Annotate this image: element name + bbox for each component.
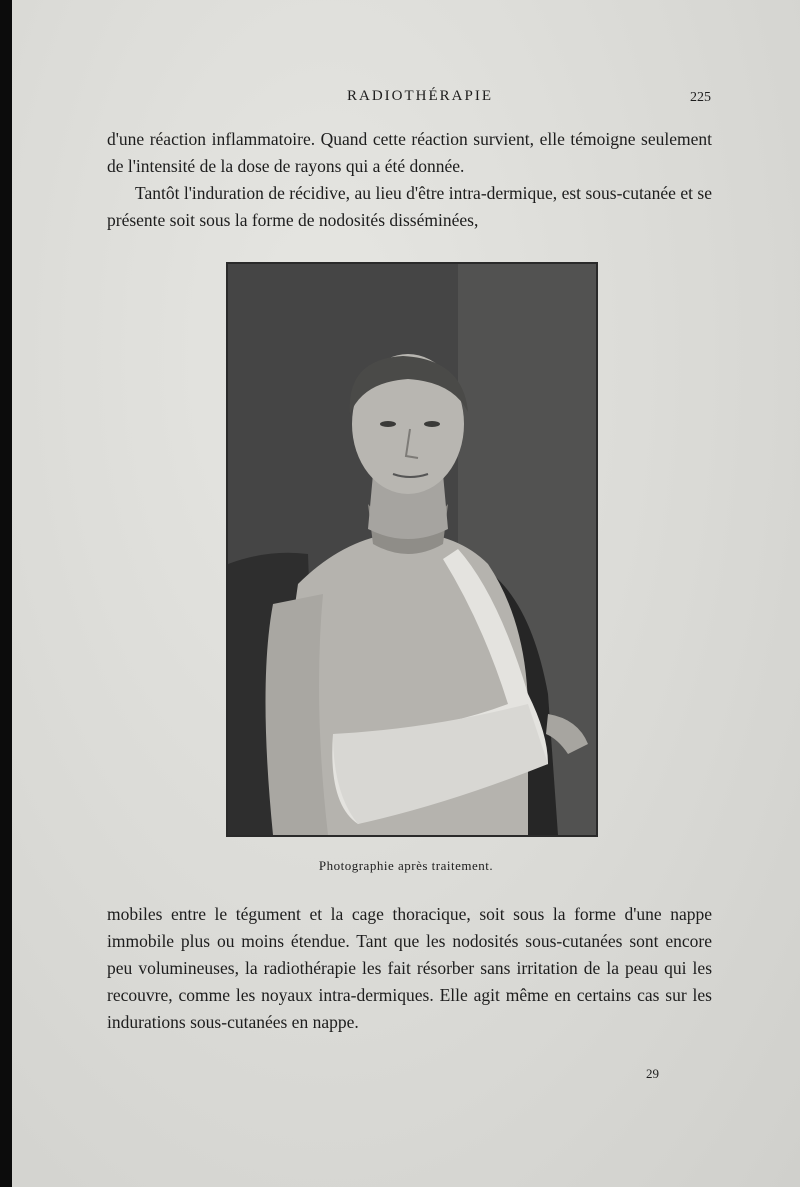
running-title: RADIOTHÉRAPIE [347, 88, 493, 104]
text-block-bottom [107, 901, 712, 1036]
paragraph: Tantôt l'induration de récidive, au lieu d'être intra-dermique, est sous-cutanée et se présente soit sous la forme de nodosités disséminées, [107, 183, 712, 230]
paragraph: mobiles entre le tégument et la cage thoracique, soit sous la forme d'une nappe immobile plus ou moins étendue. Tant que les nodosités sous-cutanées sont encore peu volumineuses, la radiothérapie les fait résorber sans irritation de la peau qui les recouvre, comme les noyaux intra-dermiques. Elle agit même en certains cas sur les indurations sous-cutanées en nappe. [107, 904, 712, 1032]
signature-mark: 29 [646, 1066, 659, 1081]
patient-photograph [226, 262, 598, 837]
text-block-top [107, 126, 712, 234]
page-number: 225 [690, 90, 711, 105]
paragraph: d'une réaction inflammatoire. Quand cette réaction survient, elle témoigne seulement de l'intensité de la dose de rayons qui a été donnée. [107, 129, 712, 176]
book-page [12, 0, 800, 1187]
figure-caption: Photographie après traitement. [318, 858, 494, 873]
portrait-photograph-icon [228, 264, 596, 835]
